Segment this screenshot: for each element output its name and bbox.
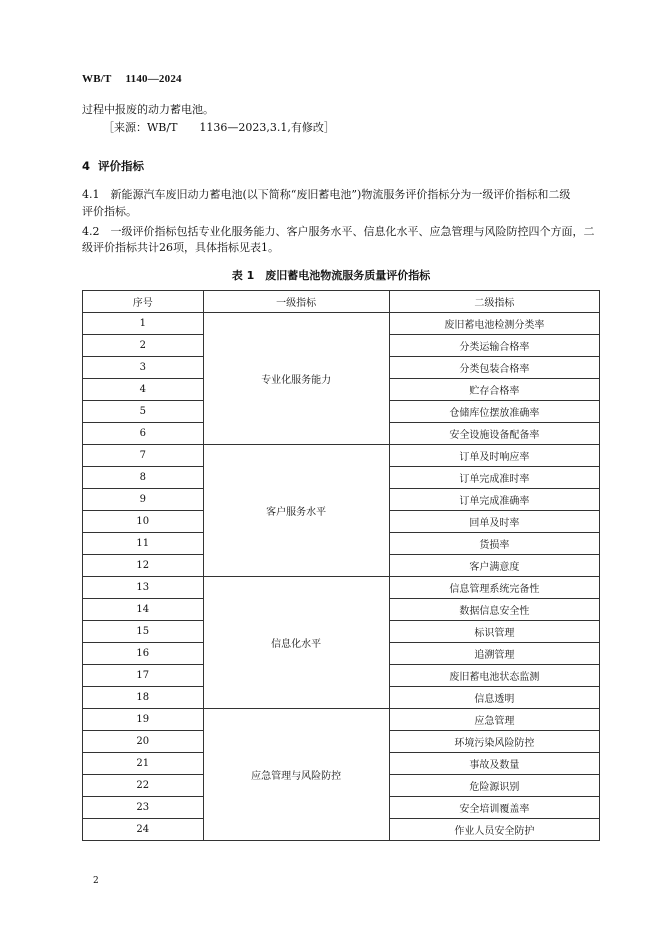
evaluation-index-table bbox=[82, 290, 600, 841]
source-note: ［来源：WB/T 1136—2023,3.1,有修改］ bbox=[103, 121, 335, 134]
row-item: 订单完成准确率 bbox=[389, 489, 599, 511]
row-number: 17 bbox=[83, 665, 204, 687]
row-item: 数据信息安全性 bbox=[389, 599, 599, 621]
row-item: 安全设施设备配备率 bbox=[389, 423, 599, 445]
header-second-level: 二级指标 bbox=[389, 291, 599, 313]
row-number: 1 bbox=[83, 313, 204, 335]
row-item: 回单及时率 bbox=[389, 511, 599, 533]
table-title: 表 1 废旧蓄电池物流服务质量评价指标 bbox=[231, 269, 431, 282]
section-number: 4 bbox=[82, 159, 91, 173]
table-header-row bbox=[83, 291, 600, 313]
row-item: 货损率 bbox=[389, 533, 599, 555]
table-row bbox=[83, 445, 600, 467]
section-heading bbox=[82, 158, 144, 174]
row-number: 22 bbox=[83, 775, 204, 797]
row-item: 客户满意度 bbox=[389, 555, 599, 577]
row-item: 仓储库位摆放准确率 bbox=[389, 401, 599, 423]
row-number: 16 bbox=[83, 643, 204, 665]
row-item: 分类运输合格率 bbox=[389, 335, 599, 357]
row-item: 安全培训覆盖率 bbox=[389, 797, 599, 819]
row-number: 11 bbox=[83, 533, 204, 555]
standard-prefix: WB/T bbox=[82, 73, 112, 85]
group-name: 信息化水平 bbox=[203, 577, 389, 709]
row-number: 5 bbox=[83, 401, 204, 423]
row-number: 12 bbox=[83, 555, 204, 577]
row-item: 危险源识别 bbox=[389, 775, 599, 797]
row-item: 订单完成准时率 bbox=[389, 467, 599, 489]
row-number: 8 bbox=[83, 467, 204, 489]
row-item: 废旧蓄电池检测分类率 bbox=[389, 313, 599, 335]
group-name: 专业化服务能力 bbox=[203, 313, 389, 445]
header-serial: 序号 bbox=[83, 291, 204, 313]
document-code bbox=[82, 73, 182, 85]
row-item: 订单及时响应率 bbox=[389, 445, 599, 467]
row-item: 信息透明 bbox=[389, 687, 599, 709]
row-number: 24 bbox=[83, 819, 204, 841]
row-number: 7 bbox=[83, 445, 204, 467]
group-name: 应急管理与风险防控 bbox=[203, 709, 389, 841]
row-number: 9 bbox=[83, 489, 204, 511]
row-number: 19 bbox=[83, 709, 204, 731]
header-first-level: 一级指标 bbox=[203, 291, 389, 313]
table-row bbox=[83, 313, 600, 335]
row-item: 事故及数量 bbox=[389, 753, 599, 775]
table-row bbox=[83, 709, 600, 731]
row-item: 追溯管理 bbox=[389, 643, 599, 665]
group-name: 客户服务水平 bbox=[203, 445, 389, 577]
row-item: 信息管理系统完备性 bbox=[389, 577, 599, 599]
row-item: 分类包装合格率 bbox=[389, 357, 599, 379]
row-number: 20 bbox=[83, 731, 204, 753]
row-number: 21 bbox=[83, 753, 204, 775]
paragraph-4-2-line-2: 级评价指标共计26项，具体指标见表1。 bbox=[82, 241, 279, 254]
row-number: 18 bbox=[83, 687, 204, 709]
row-number: 6 bbox=[83, 423, 204, 445]
row-item: 废旧蓄电池状态监测 bbox=[389, 665, 599, 687]
paragraph-4-1-line-2: 评价指标。 bbox=[82, 205, 137, 218]
paragraph-4-2-line-1: 4.2 一级评价指标包括专业化服务能力、客户服务水平、信息化水平、应急管理与风险防控四个方面，二 bbox=[82, 225, 595, 238]
row-number: 2 bbox=[83, 335, 204, 357]
row-item: 贮存合格率 bbox=[389, 379, 599, 401]
row-item: 应急管理 bbox=[389, 709, 599, 731]
row-number: 13 bbox=[83, 577, 204, 599]
row-number: 15 bbox=[83, 621, 204, 643]
row-number: 23 bbox=[83, 797, 204, 819]
row-number: 14 bbox=[83, 599, 204, 621]
row-item: 环境污染风险防控 bbox=[389, 731, 599, 753]
row-item: 作业人员安全防护 bbox=[389, 819, 599, 841]
standard-number: 1140—2024 bbox=[125, 73, 182, 85]
row-number: 3 bbox=[83, 357, 204, 379]
table-row bbox=[83, 577, 600, 599]
row-item: 标识管理 bbox=[389, 621, 599, 643]
section-title: 评价指标 bbox=[98, 159, 144, 173]
row-number: 10 bbox=[83, 511, 204, 533]
continuation-line: 过程中报废的动力蓄电池。 bbox=[82, 103, 214, 116]
row-number: 4 bbox=[83, 379, 204, 401]
paragraph-4-1-line-1: 4.1 新能源汽车废旧动力蓄电池(以下简称“废旧蓄电池”)物流服务评价指标分为一级评价指标和二级 bbox=[82, 188, 571, 201]
page-number: 2 bbox=[93, 876, 99, 886]
